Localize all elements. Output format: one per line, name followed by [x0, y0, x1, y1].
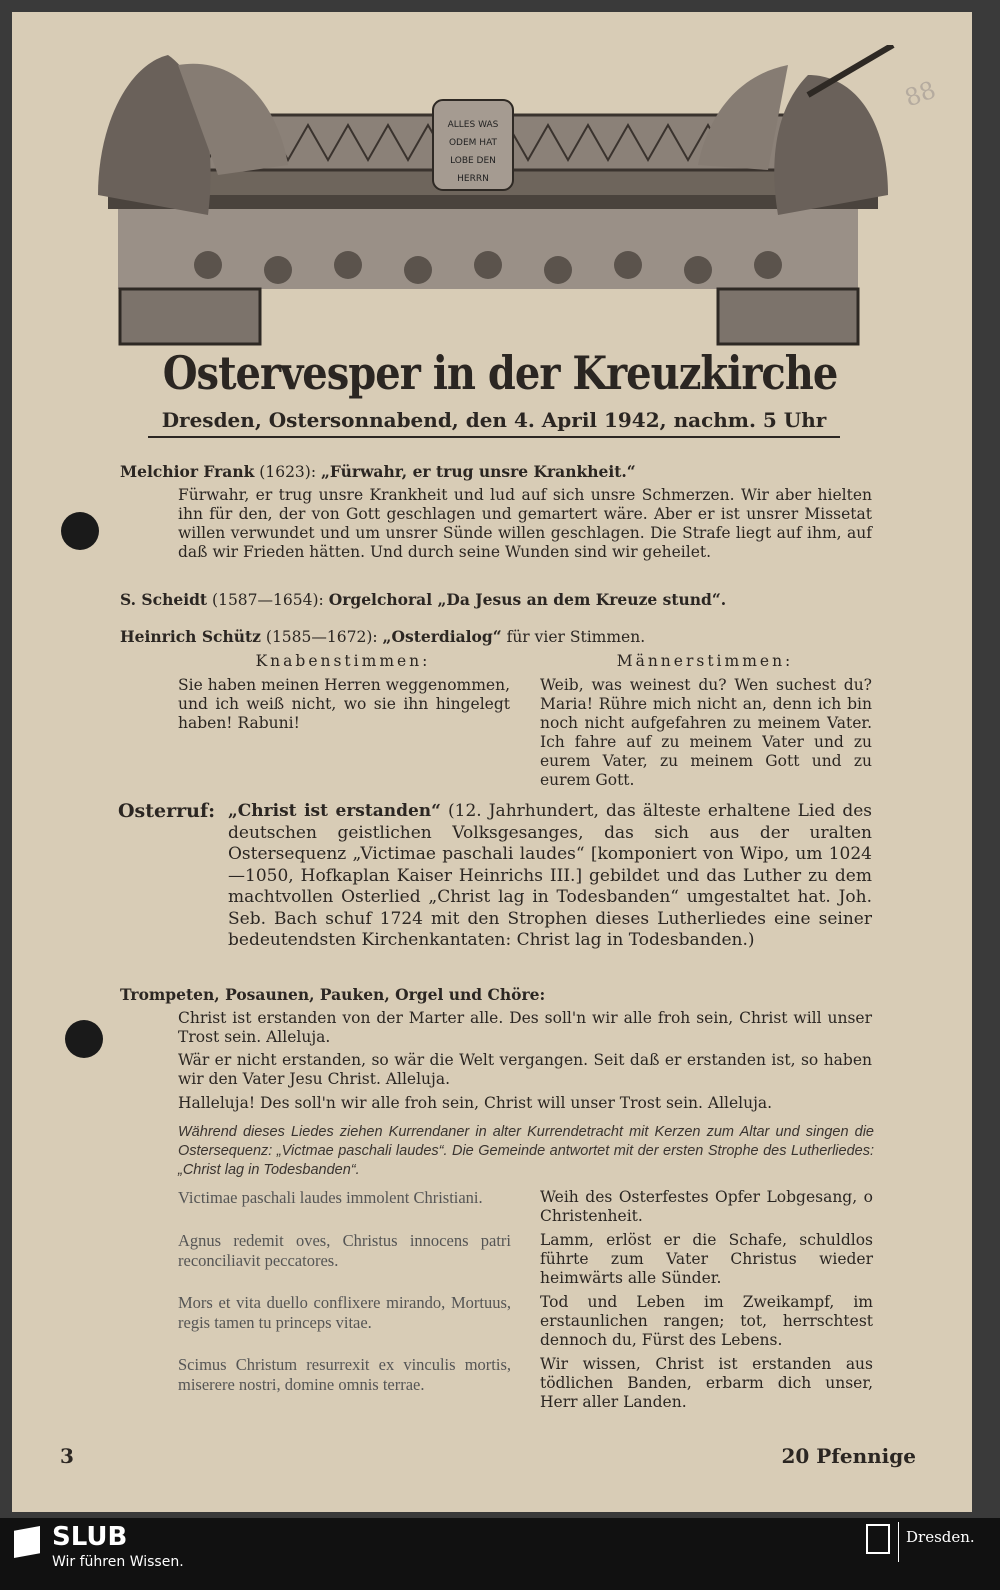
- frank-text: Fürwahr, er trug unsre Krankheit und lud auf sich unsre Schmerzen. Wir aber hielten ihn für den, der von Gott geschlagen und gemartert wäre. Aber er ist unsrer Missetat willen verwundet und um unsrer Sünde willen geschlagen. Die Strafe liegt auf ihm, auf daß wir Frieden hätten. Und durch seine Wunden sind wir geheilet.: [178, 486, 872, 561]
- trompeten-heading: Trompeten, Posaunen, Pauken, Orgel und Chöre:: [120, 985, 546, 1004]
- organ-illustration: [88, 45, 898, 350]
- composer: S. Scheidt: [120, 590, 208, 609]
- dates: (1585—1672):: [265, 628, 378, 646]
- scheidt-heading: [120, 590, 880, 610]
- svg-text:ODEM HAT: ODEM HAT: [448, 138, 498, 148]
- punch-hole: [61, 512, 99, 550]
- verse: Christ ist erstanden von der Marter alle. Des soll'n wir alle froh sein, Christ will unser Trost sein. Alleluja.: [178, 1009, 872, 1046]
- dates: (1587—1654):: [212, 591, 324, 609]
- work: „Christ ist erstanden“: [228, 801, 441, 821]
- divider: [898, 1522, 899, 1562]
- frank-heading: [120, 462, 880, 482]
- work: „Osterdialog“: [382, 627, 502, 646]
- dresden-coat-of-arms-icon: [866, 1524, 890, 1554]
- german-stanza: Lamm, erlöst er die Schafe, schuldlos führte zum Vater Christus wieder heimwärts alle Sünder.: [540, 1231, 873, 1287]
- latin-stanza: Mors et vita duello conflixere mirando, Mortuus, regis tamen tu princeps vitae.: [178, 1293, 511, 1332]
- mens-voices-heading: Männerstimmen:: [616, 652, 794, 670]
- work: „Fürwahr, er trug unsre Krankheit.“: [321, 462, 636, 481]
- verse: Wär er nicht erstanden, so wär die Welt vergangen. Seit daß er erstanden ist, so haben wir den Vater Jesu Christ. Alleluja.: [178, 1051, 872, 1088]
- svg-text:LOBE DEN: LOBE DEN: [450, 156, 496, 166]
- slub-logo-text[interactable]: SLUB: [52, 1522, 128, 1552]
- pencil-mark: 88: [901, 75, 940, 113]
- page-number: 3: [60, 1444, 74, 1468]
- svg-text:ALLES WAS: ALLES WAS: [447, 120, 499, 130]
- latin-stanza: Scimus Christum resurrexit ex vinculis mortis, miserere nostri, domine omnis terrae.: [178, 1355, 511, 1394]
- osterruf-label: Osterruf:: [118, 800, 216, 822]
- page-title: Ostervesper in der Kreuzkirche: [162, 346, 838, 401]
- slub-slogan: Wir führen Wissen.: [52, 1554, 184, 1570]
- subtitle: Dresden, Ostersonnabend, den 4. April 1942, nachm. 5 Uhr: [148, 408, 840, 438]
- latin-stanza: Agnus redemit oves, Christus innocens patri reconciliavit peccatores.: [178, 1231, 511, 1270]
- composer: Heinrich Schütz: [120, 627, 261, 646]
- german-stanza: Tod und Leben im Zweikampf, im erstaunlichen rangen; tot, herrschtest dennoch du, Fürst des Lebens.: [540, 1293, 873, 1349]
- schuetz-heading: [120, 627, 880, 647]
- german-stanza: Weih des Osterfestes Opfer Lobgesang, o Christenheit.: [540, 1188, 873, 1225]
- osterruf-text: [228, 801, 872, 952]
- boys-text: Sie haben meinen Herren weggenommen, und ich weiß nicht, wo sie ihn hingelegt haben! Rabuni!: [178, 676, 510, 732]
- boys-voices-heading: Knabenstimmen:: [255, 652, 431, 670]
- svg-text:HERRN: HERRN: [457, 174, 489, 184]
- price: 20 Pfennige: [781, 1444, 916, 1468]
- slub-logo-icon: [14, 1526, 40, 1558]
- description: (12. Jahrhundert, das älteste erhaltene Lied des deutschen geistlichen Volksgesanges, das sich aus der uralten Ostersequenz „Victimae paschali laudes“ [komponiert von Wipo, um 1024—1050, Hofkaplan Kaiser Heinrichs III.] gebildet und das Luther zu dem machtvollen Osterlied „Christ lag in Todesbanden“ umgestaltet hat. Joh. Seb. Bach schuf 1724 mit den Strophen dieses Lutherliedes eine seiner bedeutendsten Kirchenkantaten: Christ lag in Todesbanden.): [228, 801, 872, 950]
- work: Orgelchoral „Da Jesus an dem Kreuze stund“.: [328, 590, 727, 609]
- german-stanza: Wir wissen, Christ ist erstanden aus tödlichen Banden, erbarm dich unser, Herr aller Landen.: [540, 1355, 873, 1411]
- dates: (1623):: [259, 463, 317, 481]
- liturgical-note: Während dieses Liedes ziehen Kurrendaner in alter Kurrendetracht mit Kerzen zum Altar und singen die Ostersequenz: „Victmae paschali laudes“. Die Gemeinde antwortet mit der ersten Strophe des Lutherliedes: „Christ lag in Todesbanden“.: [178, 1124, 874, 1178]
- mens-text: Weib, was weinest du? Wen suchest du? Maria! Rühre mich nicht an, denn ich bin noch nicht aufgefahren zu meinem Vater. Ich fahre auf zu meinem Vater und zu eurem Vater, zu meinem Gott und zu eurem Gott.: [540, 676, 872, 789]
- verse: Halleluja! Des soll'n wir alle froh sein, Christ will unser Trost sein. Alleluja.: [178, 1094, 773, 1112]
- composer: Melchior Frank: [120, 462, 255, 481]
- dresden-logo-text[interactable]: Dresden.: [906, 1528, 975, 1546]
- latin-stanza: Victimae paschali laudes immolent Christiani.: [178, 1188, 483, 1207]
- footer-bar: [0, 1518, 1000, 1590]
- work-note: für vier Stimmen.: [506, 628, 646, 646]
- punch-hole: [65, 1020, 103, 1058]
